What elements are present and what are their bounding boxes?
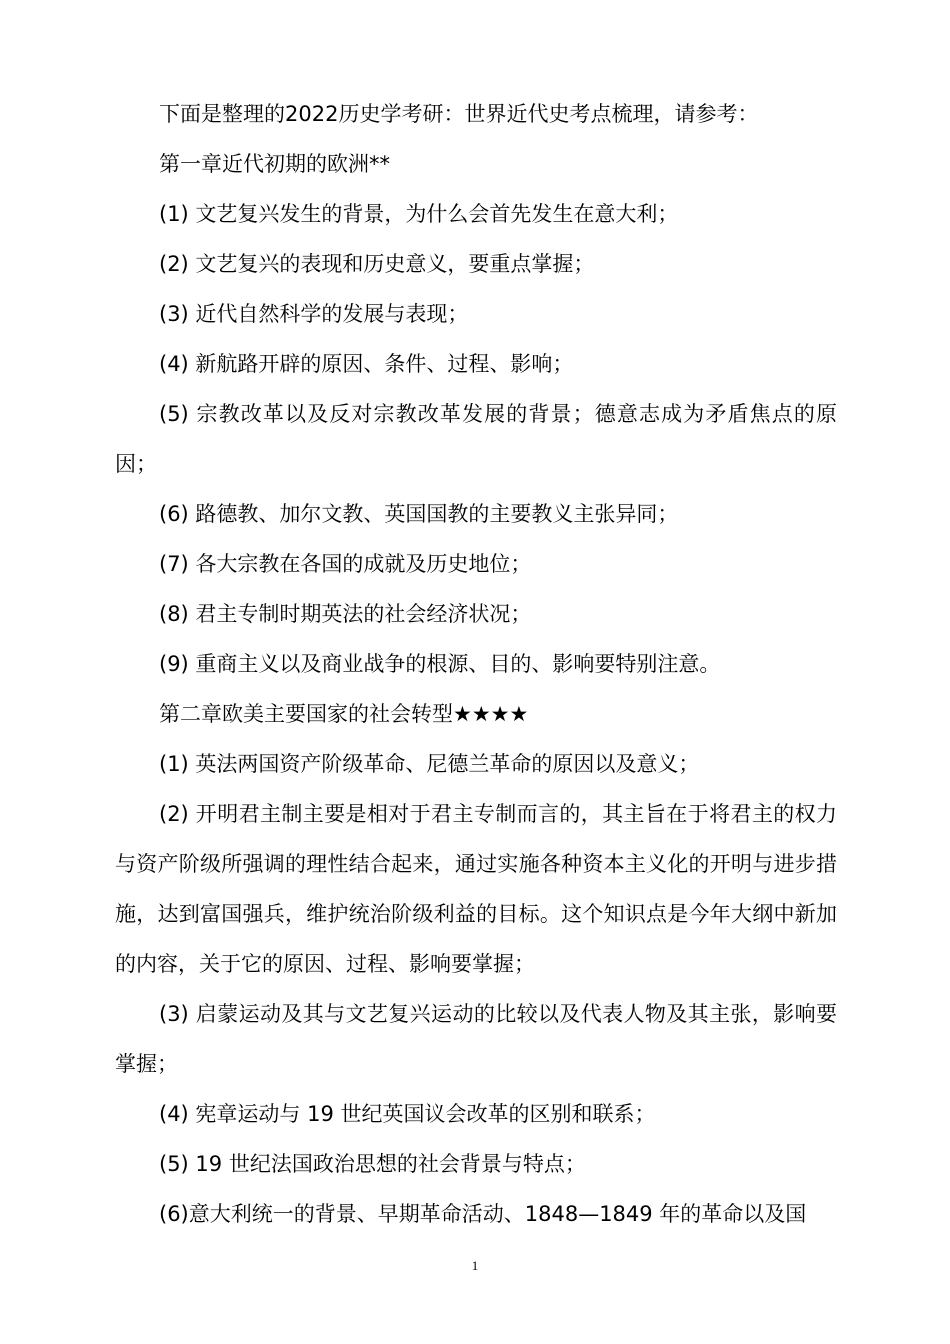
chapter-2-item-4: (4) 宪章运动与 19 世纪英国议会改革的区别和联系； [159, 1102, 656, 1126]
chapter-1-heading: 第一章近代初期的欧洲** [159, 152, 390, 176]
chapter-1-item-6: (6) 路德教、加尔文教、英国国教的主要教义主张异同； [159, 502, 679, 526]
chapter-2-item-2: (2) 开明君主制主要是相对于君主专制而言的，其主旨在于将君主的权力与资产阶级所强调的理性结合起来，通过实施各种资本主义化的开明与进步措施，达到富国强兵，维护统治阶级利益的目标。这个知识点是今年大纲中新加的内容，关于它的原因、过程、影响要掌握； [115, 802, 837, 976]
document-body [115, 89, 837, 1239]
intro-paragraph: 下面是整理的2022历史学考研：世界近代史考点梳理，请参考： [159, 102, 759, 126]
chapter-1-item-5: (5) 宗教改革以及反对宗教改革发展的背景；德意志成为矛盾焦点的原因； [115, 402, 837, 476]
chapter-1-item-4: (4) 新航路开辟的原因、条件、过程、影响； [159, 352, 574, 376]
chapter-1-item-8: (8) 君主专制时期英法的社会经济状况； [159, 602, 532, 626]
chapter-2-item-6: (6)意大利统一的背景、早期革命活动、1848—1849 年的革命以及国 [159, 1202, 807, 1226]
chapter-2-item-1: (1) 英法两国资产阶级革命、尼德兰革命的原因以及意义； [159, 752, 700, 776]
chapter-1-item-3: (3) 近代自然科学的发展与表现； [159, 302, 469, 326]
chapter-1-item-9: (9) 重商主义以及商业战争的根源、目的、影响要特别注意。 [159, 652, 721, 676]
chapter-1-item-2: (2) 文艺复兴的表现和历史意义，要重点掌握； [159, 252, 595, 276]
chapter-1-item-7: (7) 各大宗教在各国的成就及历史地位； [159, 552, 532, 576]
chapter-2-heading: 第二章欧美主要国家的社会转型★★★★ [159, 702, 529, 726]
chapter-2-item-5: (5) 19 世纪法国政治思想的社会背景与特点； [159, 1152, 586, 1176]
chapter-1-item-1: (1) 文艺复兴发生的背景，为什么会首先发生在意大利； [159, 202, 679, 226]
page-number: 1 [471, 1258, 479, 1273]
chapter-2-item-3: (3) 启蒙运动及其与文艺复兴运动的比较以及代表人物及其主张，影响要掌握； [115, 1002, 837, 1076]
